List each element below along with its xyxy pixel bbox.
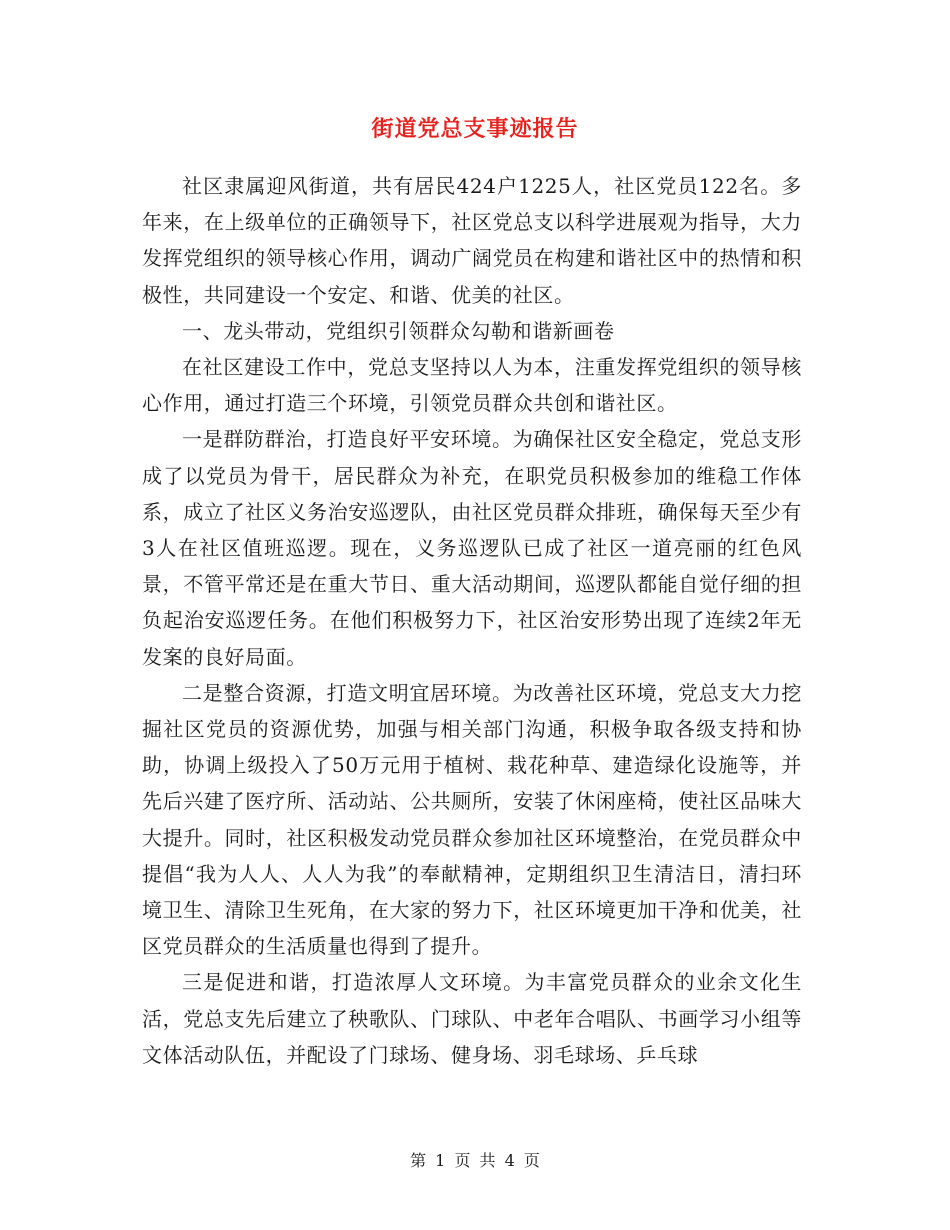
paragraph-safety: 一是群防群治，打造良好平安环境。为确保社区安全稳定，党总支形成了以党员为骨干，居民群众为补充，在职党员积极参加的维稳工作体系，成立了社区义务治安巡逻队，由社区党员群众排班，确保每天至少有3人在社区值班巡逻。现在，义务巡逻队已成了社区一道亮丽的红色风景，不管平常还是在重大节日、重大活动期间，巡逻队都能自觉仔细的担负起治安巡逻任务。在他们积极努力下，社区治安形势出现了连续2年无发案的良好局面。 [142, 427, 802, 669]
document-title: 街道党总支事迹报告 [371, 117, 579, 142]
page-footer: 第 1 页 共 4 页 [410, 1151, 540, 1170]
paragraph-environment: 二是整合资源，打造文明宜居环境。为改善社区环境，党总支大力挖掘社区党员的资源优势，加强与相关部门沟通，积极争取各级支持和协助，协调上级投入了50万元用于植树、栽花种草、建造绿化设施等，并先后兴建了医疗所、活动站、公共厕所，安装了休闲座椅，使社区品味大大提升。同时，社区积极发动党员群众参加社区环境整治，在党员群众中提倡“我为人人、人人为我”的奉献精神，定期组织卫生清洁日，清扫环境卫生、清除卫生死角，在大家的努力下，社区环境更加干净和优美，社区党员群众的生活质量也得到了提升。 [142, 680, 802, 959]
paragraph-overview: 在社区建设工作中，党总支坚持以人为本，注重发挥党组织的领导核心作用，通过打造三个环境，引领党员群众共创和谐社区。 [142, 355, 802, 416]
paragraph-intro: 社区隶属迎风街道，共有居民424户1225人，社区党员122名。多年来，在上级单位的正确领导下，社区党总支以科学进展观为指导，大力发挥党组织的领导核心作用，调动广阔党员在构建和谐社区中的热情和积极性，共同建设一个安定、和谐、优美的社区。 [142, 174, 802, 307]
section-heading-1: 一、龙头带动，党组织引领群众勾勒和谐新画卷 [182, 318, 615, 343]
paragraph-culture: 三是促进和谐，打造浓厚人文环境。为丰富党员群众的业余文化生活，党总支先后建立了秧歌队、门球队、中老年合唱队、书画学习小组等文体活动队伍，并配设了门球场、健身场、羽毛球场、乒乓球 [142, 970, 802, 1067]
document-body [142, 168, 802, 1073]
